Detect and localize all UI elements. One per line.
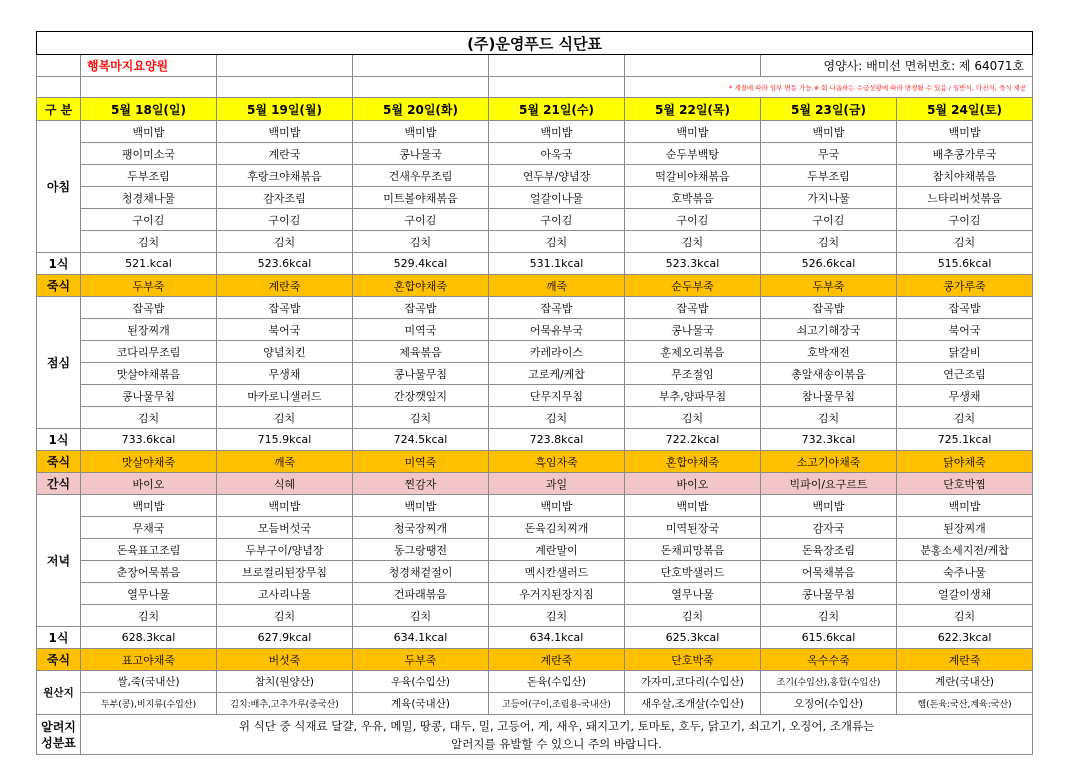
menu-item: 구이김 [489,209,625,231]
menu-item: 콩나물국 [625,319,761,341]
menu-item: 무국 [761,143,897,165]
kcal-value: 622.3kcal [897,627,1033,649]
menu-item: 숙주나물 [897,561,1033,583]
origin-item: 두부(콩),비지류(수입산) [81,693,217,715]
kcal-value: 733.6kcal [81,429,217,451]
kcal-value: 634.1kcal [353,627,489,649]
menu-item: 배추콩가루국 [897,143,1033,165]
menu-item: 닭갈비 [897,341,1033,363]
snack-item: 빅파이/요구르트 [761,473,897,495]
blank-cell [353,55,489,77]
menu-item: 김치 [761,231,897,253]
menu-item: 김치 [897,231,1033,253]
menu-item: 후랑크야채볶음 [217,165,353,187]
kcal-value: 634.1kcal [489,627,625,649]
menu-sheet [36,31,1032,758]
menu-item: 연두부/양념장 [489,165,625,187]
day-header: 5월 20일(화) [353,98,489,121]
porridge-item: 버섯죽 [217,649,353,671]
menu-item: 양념치킨 [217,341,353,363]
allergy-label-line1: 알려지 [41,719,76,734]
allergy-line2: 알러지를 유발할 수 있으니 주의 바랍니다. [451,736,662,751]
menu-item: 김치 [217,231,353,253]
menu-item: 백미밥 [353,495,489,517]
menu-item: 참치야채볶음 [897,165,1033,187]
kcal-value: 523.3kcal [625,253,761,275]
menu-item: 청경채나물 [81,187,217,209]
breakfast-label: 아침 [37,121,81,253]
menu-item: 무생채 [217,363,353,385]
menu-item: 가지나물 [761,187,897,209]
kcal-value: 725.1kcal [897,429,1033,451]
menu-item: 잡곡밥 [217,297,353,319]
porridge-item: 깨죽 [217,451,353,473]
menu-item: 호박볶음 [625,187,761,209]
menu-item: 구이김 [353,209,489,231]
dietitian-info: 영양사: 배미선 면허번호: 제 64071호 [761,55,1033,77]
allergy-line1: 위 식단 중 식재료 달걀, 우유, 메밀, 땅콩, 대두, 밀, 고등어, 게, 새우, 돼지고기, 토마토, 호두, 닭고기, 쇠고기, 오징어, 조개류는 [238,718,875,733]
change-notice: * 계절에 따라 일부 변동 가능.※ 회 나옵하는 수급상황에 따라 변경될 수 있음 / 일반식, 다진식, 죽식 제공 [625,77,1033,98]
menu-item: 무생채 [897,385,1033,407]
menu-item: 백미밥 [761,495,897,517]
origin-label: 원산지 [37,671,81,715]
snack-label: 간식 [37,473,81,495]
blank-cell [37,55,81,77]
menu-item: 열무나물 [625,583,761,605]
menu-item: 백미밥 [81,495,217,517]
menu-item: 백미밥 [489,121,625,143]
kcal-value: 625.3kcal [625,627,761,649]
kcal-value: 615.6kcal [761,627,897,649]
menu-item: 열무나물 [81,583,217,605]
menu-item: 단호박샐러드 [625,561,761,583]
porridge-item: 두부죽 [353,649,489,671]
menu-item: 미트볼야채볶음 [353,187,489,209]
menu-table [36,31,1033,755]
menu-item: 미역된장국 [625,517,761,539]
blank-cell [217,55,353,77]
menu-item: 구이김 [217,209,353,231]
origin-item: 고등어(구이,조림용-국내산) [489,693,625,715]
menu-item: 호박재전 [761,341,897,363]
kcal-value: 715.9kcal [217,429,353,451]
blank-cell [81,77,217,98]
lunch-label: 점심 [37,297,81,429]
menu-item: 김치 [625,407,761,429]
kcal-value: 722.2kcal [625,429,761,451]
porridge-item: 계란죽 [217,275,353,297]
menu-item: 백미밥 [625,121,761,143]
allergy-label [37,715,81,755]
menu-item: 백미밥 [217,121,353,143]
porridge-item: 계란죽 [897,649,1033,671]
menu-item: 구이김 [81,209,217,231]
menu-item: 얼갈이나물 [489,187,625,209]
menu-item: 느타리버섯볶음 [897,187,1033,209]
menu-item: 김치 [625,231,761,253]
kcal-value: 523.6kcal [217,253,353,275]
menu-item: 구이김 [625,209,761,231]
porridge-item: 단호박죽 [625,649,761,671]
menu-item: 김치 [81,231,217,253]
menu-item: 두부조림 [81,165,217,187]
menu-item: 잡곡밥 [81,297,217,319]
origin-item: 돈육(수입산) [489,671,625,693]
kcal-value: 723.8kcal [489,429,625,451]
menu-item: 제육볶음 [353,341,489,363]
menu-item: 된장찌개 [897,517,1033,539]
menu-item: 돈육장조림 [761,539,897,561]
kcal-value: 627.9kcal [217,627,353,649]
menu-item: 팽이미소국 [81,143,217,165]
origin-item: 가자미,코다리(수입산) [625,671,761,693]
porridge-item: 두부죽 [761,275,897,297]
day-header: 5월 18일(일) [81,98,217,121]
menu-item: 백미밥 [217,495,353,517]
origin-item: 계육(국내산) [353,693,489,715]
menu-item: 김치 [217,407,353,429]
menu-item: 모듬버섯국 [217,517,353,539]
menu-item: 김치 [625,605,761,627]
origin-item: 김치:배추,고추가루(중국산) [217,693,353,715]
origin-item: 계란(국내산) [897,671,1033,693]
porridge-item: 표고야채죽 [81,649,217,671]
menu-item: 연근조림 [897,363,1033,385]
snack-item: 식혜 [217,473,353,495]
porridge-label: 죽식 [37,451,81,473]
menu-item: 북어국 [217,319,353,341]
kcal-value: 521.kcal [81,253,217,275]
porridge-item: 맛살야채죽 [81,451,217,473]
menu-item: 아욱국 [489,143,625,165]
menu-item: 김치 [217,605,353,627]
porridge-item: 흑임자죽 [489,451,625,473]
menu-item: 미역국 [353,319,489,341]
origin-item: 참치(원양산) [217,671,353,693]
menu-item: 김치 [761,605,897,627]
menu-item: 백미밥 [897,121,1033,143]
menu-item: 떡갈비야채볶음 [625,165,761,187]
menu-item: 쇠고기해장국 [761,319,897,341]
origin-item: 우육(수입산) [353,671,489,693]
menu-item: 동그랑땡전 [353,539,489,561]
menu-item: 돈육표고조림 [81,539,217,561]
porridge-item: 옥수수죽 [761,649,897,671]
menu-item: 잡곡밥 [761,297,897,319]
menu-item: 김치 [489,605,625,627]
menu-item: 김치 [761,407,897,429]
menu-item: 김치 [353,407,489,429]
porridge-item: 혼합야채죽 [625,451,761,473]
menu-item: 참나물무침 [761,385,897,407]
menu-item: 잡곡밥 [625,297,761,319]
menu-item: 단무지무침 [489,385,625,407]
porridge-item: 혼합야채죽 [353,275,489,297]
menu-item: 총알새송이볶음 [761,363,897,385]
header-label: 구 분 [37,98,81,121]
menu-item: 잡곡밥 [897,297,1033,319]
porridge-item: 두부죽 [81,275,217,297]
porridge-item: 소고기야채죽 [761,451,897,473]
menu-item: 구이김 [761,209,897,231]
snack-item: 바이오 [81,473,217,495]
menu-item: 백미밥 [81,121,217,143]
allergy-label-line2: 성분표 [41,735,76,750]
origin-item: 오징어(수입산) [761,693,897,715]
menu-item: 멕시칸샐러드 [489,561,625,583]
facility-name: 행복마지요양원 [81,55,217,77]
blank-cell [625,55,761,77]
porridge-label: 죽식 [37,649,81,671]
porridge-label: 죽식 [37,275,81,297]
allergy-notice [81,715,1033,755]
menu-item: 건새우무조림 [353,165,489,187]
origin-item: 햄(돈육:국산,계육:국산) [897,693,1033,715]
kcal-value: 529.4kcal [353,253,489,275]
menu-item: 잡곡밥 [353,297,489,319]
menu-item: 춘장어묵볶음 [81,561,217,583]
one-meal-label: 1식 [37,429,81,451]
menu-item: 백미밥 [625,495,761,517]
kcal-value: 724.5kcal [353,429,489,451]
menu-item: 콩나물국 [353,143,489,165]
one-meal-label: 1식 [37,627,81,649]
menu-item: 백미밥 [353,121,489,143]
dinner-label: 저녁 [37,495,81,627]
blank-cell [37,77,81,98]
menu-item: 코다리무조림 [81,341,217,363]
porridge-item: 계란죽 [489,649,625,671]
menu-item: 백미밥 [489,495,625,517]
menu-item: 구이김 [897,209,1033,231]
origin-item: 조기(수입산),홍합(수입산) [761,671,897,693]
menu-item: 돈육김치찌개 [489,517,625,539]
menu-item: 어묵유부국 [489,319,625,341]
menu-item: 무채국 [81,517,217,539]
snack-item: 과일 [489,473,625,495]
menu-item: 고사리나물 [217,583,353,605]
menu-item: 김치 [353,231,489,253]
menu-item: 두부구이/양념장 [217,539,353,561]
menu-item: 순두부백탕 [625,143,761,165]
kcal-value: 531.1kcal [489,253,625,275]
menu-item: 콩나물무침 [353,363,489,385]
menu-item: 건파래볶음 [353,583,489,605]
menu-item: 감자조림 [217,187,353,209]
menu-item: 백미밥 [761,121,897,143]
menu-item: 두부조림 [761,165,897,187]
menu-item: 감자국 [761,517,897,539]
blank-cell [489,77,625,98]
menu-item: 어묵채볶음 [761,561,897,583]
day-header: 5월 22일(목) [625,98,761,121]
menu-item: 간장깻잎지 [353,385,489,407]
menu-item: 우거지된장지짐 [489,583,625,605]
porridge-item: 닭야채죽 [897,451,1033,473]
snack-item: 찐감자 [353,473,489,495]
day-header: 5월 24일(토) [897,98,1033,121]
day-header: 5월 23일(금) [761,98,897,121]
menu-item: 브로컬리된장무침 [217,561,353,583]
blank-cell [489,55,625,77]
menu-item: 김치 [489,407,625,429]
menu-item: 부추,양파무침 [625,385,761,407]
origin-item: 새우살,조개살(수입산) [625,693,761,715]
menu-item: 계란말이 [489,539,625,561]
porridge-item: 순두부죽 [625,275,761,297]
kcal-value: 628.3kcal [81,627,217,649]
kcal-value: 526.6kcal [761,253,897,275]
porridge-item: 깨죽 [489,275,625,297]
menu-item: 김치 [489,231,625,253]
menu-item: 김치 [81,407,217,429]
menu-item: 고로케/케찹 [489,363,625,385]
porridge-item: 미역죽 [353,451,489,473]
menu-item: 콩나물무침 [81,385,217,407]
menu-item: 카레라이스 [489,341,625,363]
blank-cell [217,77,353,98]
menu-item: 북어국 [897,319,1033,341]
menu-item: 김치 [897,407,1033,429]
day-header: 5월 19일(월) [217,98,353,121]
kcal-value: 515.6kcal [897,253,1033,275]
porridge-item: 콩가루죽 [897,275,1033,297]
menu-item: 무조절임 [625,363,761,385]
snack-item: 바이오 [625,473,761,495]
one-meal-label: 1식 [37,253,81,275]
menu-item: 김치 [81,605,217,627]
menu-item: 청경채겉절이 [353,561,489,583]
menu-item: 맛살야채볶음 [81,363,217,385]
menu-item: 백미밥 [897,495,1033,517]
menu-item: 얼갈이생채 [897,583,1033,605]
menu-item: 계란국 [217,143,353,165]
kcal-value: 732.3kcal [761,429,897,451]
menu-item: 된장찌개 [81,319,217,341]
blank-cell [353,77,489,98]
menu-item: 잡곡밥 [489,297,625,319]
snack-item: 단호박찜 [897,473,1033,495]
day-header: 5월 21일(수) [489,98,625,121]
menu-item: 김치 [897,605,1033,627]
menu-item: 마카로니샐러드 [217,385,353,407]
menu-item: 돈채피망볶음 [625,539,761,561]
menu-item: 청국장찌개 [353,517,489,539]
page-title: (주)운영푸드 식단표 [37,32,1033,55]
menu-item: 훈제오리볶음 [625,341,761,363]
origin-item: 쌀,죽(국내산) [81,671,217,693]
menu-item: 콩나물무침 [761,583,897,605]
menu-item: 김치 [353,605,489,627]
menu-item: 분홍소세지전/케찹 [897,539,1033,561]
